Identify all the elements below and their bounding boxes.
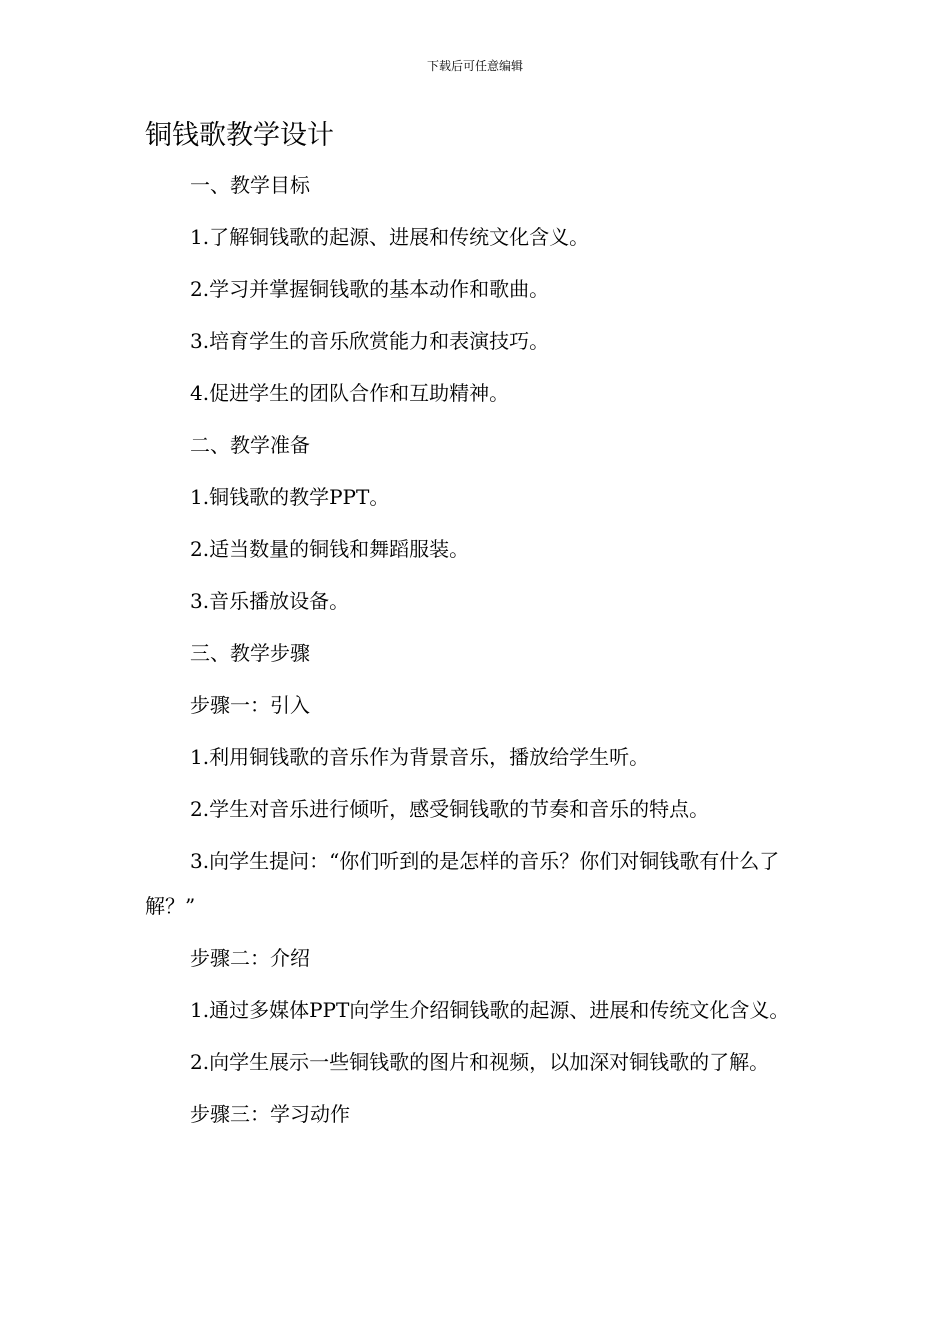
step-heading: 步骤二：介绍 xyxy=(190,946,310,970)
step-item: 2.向学生展示一些铜钱歌的图片和视频，以加深对铜钱歌的了解。 xyxy=(190,1050,770,1074)
document-title: 铜钱歌教学设计 xyxy=(145,120,334,151)
step-item: 3.向学生提问：“你们听到的是怎样的音乐？你们对铜钱歌有什么了解？” xyxy=(145,849,780,918)
preparation-item: 3.音乐播放设备。 xyxy=(190,589,350,613)
section-heading-objectives: 一、教学目标 xyxy=(190,173,310,197)
objective-item: 2.学习并掌握铜钱歌的基本动作和歌曲。 xyxy=(190,277,550,301)
preparation-item: 2.适当数量的铜钱和舞蹈服装。 xyxy=(190,537,470,561)
page-header-note: 下载后可任意编辑 xyxy=(426,59,523,73)
step-heading: 步骤三：学习动作 xyxy=(190,1102,350,1126)
step-item: 1.利用铜钱歌的音乐作为背景音乐，播放给学生听。 xyxy=(190,745,650,769)
objective-item: 1.了解铜钱歌的起源、进展和传统文化含义。 xyxy=(190,225,590,249)
preparation-item: 1.铜钱歌的教学PPT。 xyxy=(190,485,390,509)
objective-item: 4.促进学生的团队合作和互助精神。 xyxy=(190,381,510,405)
section-heading-steps: 三、教学步骤 xyxy=(190,641,310,665)
step-item: 1.通过多媒体PPT向学生介绍铜钱歌的起源、进展和传统文化含义。 xyxy=(190,998,790,1022)
step-heading: 步骤一：引入 xyxy=(190,693,310,717)
step-item: 2.学生对音乐进行倾听，感受铜钱歌的节奏和音乐的特点。 xyxy=(190,797,710,821)
objective-item: 3.培育学生的音乐欣赏能力和表演技巧。 xyxy=(190,329,550,353)
section-heading-preparation: 二、教学准备 xyxy=(190,433,310,457)
document-body xyxy=(145,163,800,1144)
